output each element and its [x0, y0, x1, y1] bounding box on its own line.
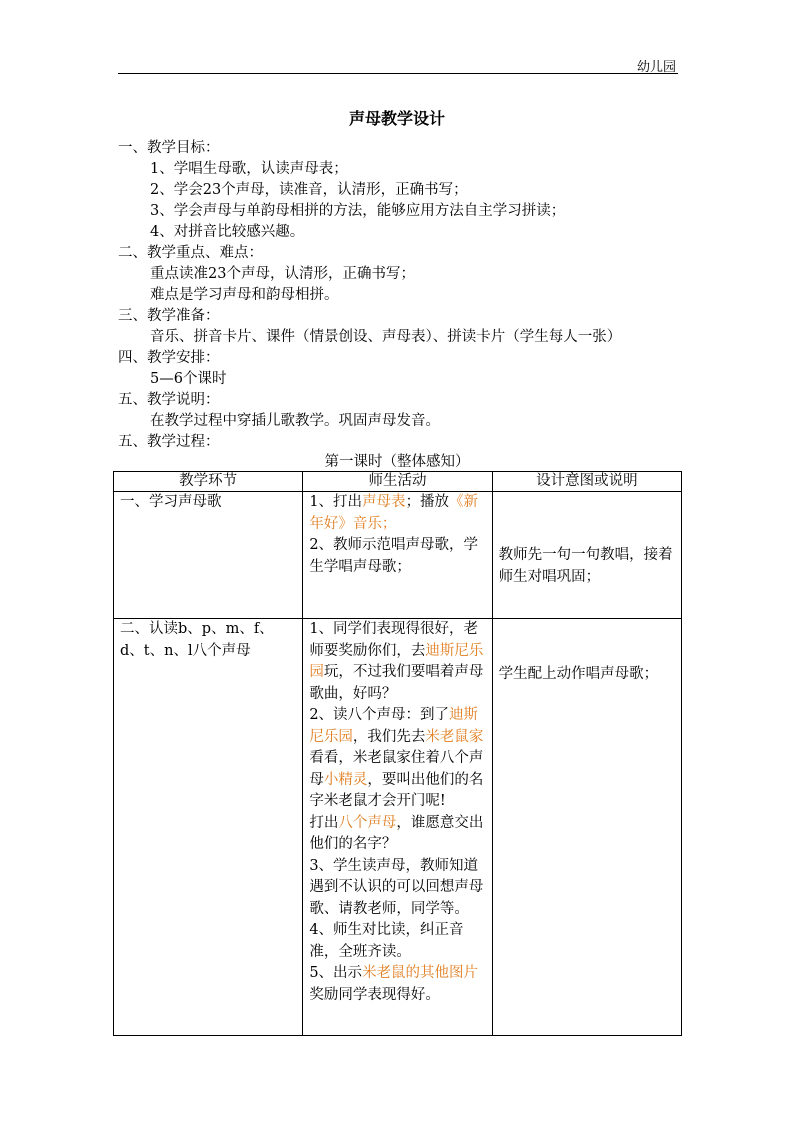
notes-heading: 五、教学说明： [118, 392, 220, 408]
table-header-row [114, 472, 682, 492]
schedule-text: 5—6个课时 [150, 371, 227, 387]
stage-cell [114, 619, 303, 1036]
activity-cell [303, 492, 492, 619]
highlight-text: 米老鼠的其他图片 [362, 965, 479, 981]
activity-step: 打出八个声母，谁愿意交出他们的名字？ [309, 814, 484, 852]
activity-cell [303, 619, 492, 1036]
lesson-table [113, 471, 682, 1036]
activity-step: 1、打出声母表；播放《新年好》音乐； [309, 494, 479, 532]
prep-text: 音乐、拼音卡片、课件（情景创设、声母表）、拼读卡片（学生每人一张） [150, 329, 622, 345]
intent-cell [492, 619, 681, 1036]
header-label: 幼儿园 [637, 60, 677, 75]
intent-cell [492, 492, 681, 619]
activity-step: 2、读八个声母：到了迪斯尼乐园，我们先去米老鼠家看看，米老鼠家住着八个声母小精灵，要叫出他们的名字米老鼠才会开门呢! [309, 707, 484, 809]
focus-item: 重点读准23个声母，认清形，正确书写； [150, 266, 415, 282]
highlight-text: 声母表 [362, 494, 406, 510]
column-header-activity: 师生活动 [303, 472, 492, 492]
focus-heading: 二、教学重点、难点： [118, 245, 263, 261]
schedule-heading: 四、教学安排： [118, 350, 220, 366]
highlight-text: 小精灵 [323, 771, 368, 788]
activity-step: 2、教师示范唱声母歌，学生学唱声母歌； [309, 537, 479, 575]
notes-text: 在教学过程中穿插儿歌教学。巩固声母发音。 [150, 413, 440, 429]
activity-step: 1、同学们表现得很好，老师要奖励你们，去迪斯尼乐园玩，不过我们要唱着声母歌曲，好吗？ [309, 621, 484, 702]
activity-step: 5、出示米老鼠的其他图片奖励同学表现得好。 [309, 965, 479, 1003]
goal-item: 4、对拼音比较感兴趣。 [150, 224, 305, 240]
stage-cell [114, 492, 303, 619]
column-header-stage: 教学环节 [114, 472, 303, 492]
process-heading: 五、教学过程： [118, 434, 220, 450]
outline [118, 138, 688, 453]
activity-step: 3、学生读声母，教师知道遇到不认识的可以回想声母歌、请教老师，同学等。 [309, 857, 484, 917]
prep-heading: 三、教学准备： [118, 308, 220, 324]
goal-item: 1、学唱生母歌，认读声母表； [150, 161, 348, 177]
column-header-intent: 设计意图或说明 [492, 472, 681, 492]
highlight-text: 米老鼠家 [425, 728, 484, 745]
stage-text: 一、学习声母歌 [120, 494, 222, 510]
stage-text: 二、认读b、p、m、f、d、t、n、l八个声母 [120, 621, 274, 659]
highlight-text: 迪斯尼乐园 [309, 642, 484, 680]
highlight-text: 八个声母 [338, 814, 397, 831]
table-row [114, 492, 682, 619]
highlight-text: 《新年好》音乐 [309, 494, 479, 532]
header-divider [118, 73, 678, 74]
intent-text: 学生配上动作唱声母歌； [498, 666, 659, 682]
goals-heading: 一、教学目标： [118, 140, 220, 156]
intent-text: 教师先一句一句教唱，接着师生对唱巩固； [498, 547, 673, 585]
focus-item: 难点是学习声母和韵母相拼。 [150, 287, 339, 303]
highlight-text: 迪斯尼乐园 [309, 707, 479, 745]
table-row [114, 619, 682, 1036]
page-title: 声母教学设计 [348, 109, 445, 128]
lesson-caption: 第一课时（整体感知） [324, 454, 470, 470]
goal-item: 3、学会声母与单韵母相拼的方法，能够应用方法自主学习拼读； [150, 203, 566, 219]
activity-step: 4、师生对比读，纠正音准，全班齐读。 [309, 922, 464, 960]
goal-item: 2、学会23个声母，读准音，认清形，正确书写； [150, 182, 468, 198]
